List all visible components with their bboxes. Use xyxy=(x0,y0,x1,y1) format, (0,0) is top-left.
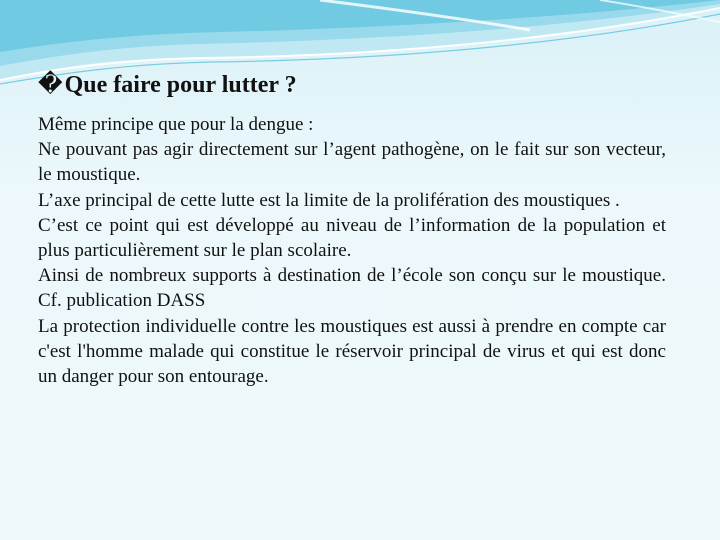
paragraph-6: La protection individuelle contre les moustiques est aussi à prendre en compte car c'est l'homme malade qui constitue le réservoir principal de virus et qui est donc un danger pour son entourage. xyxy=(38,315,666,388)
paragraph-2: Ne pouvant pas agir directement sur l’agent pathogène, on le fait sur son vecteur, le moustique. xyxy=(38,139,666,186)
slide-title xyxy=(38,70,297,99)
paragraph-5: Ainsi de nombreux supports à destination de l’école son conçu sur le moustique. Cf. publication DASS xyxy=(38,265,666,312)
paragraph-4: C’est ce point qui est développé au niveau de l’information de la population et plus particulièrement sur le plan scolaire. xyxy=(38,214,666,262)
slide-title-text: Que faire pour lutter ? xyxy=(64,72,297,98)
paragraph-1: Même principe que pour la dengue : xyxy=(38,114,314,135)
title-bullet-icon: � xyxy=(38,72,63,98)
paragraph-3: L’axe principal de cette lutte est la limite de la prolifération des moustiques . xyxy=(38,189,620,211)
slide-body xyxy=(38,112,666,389)
